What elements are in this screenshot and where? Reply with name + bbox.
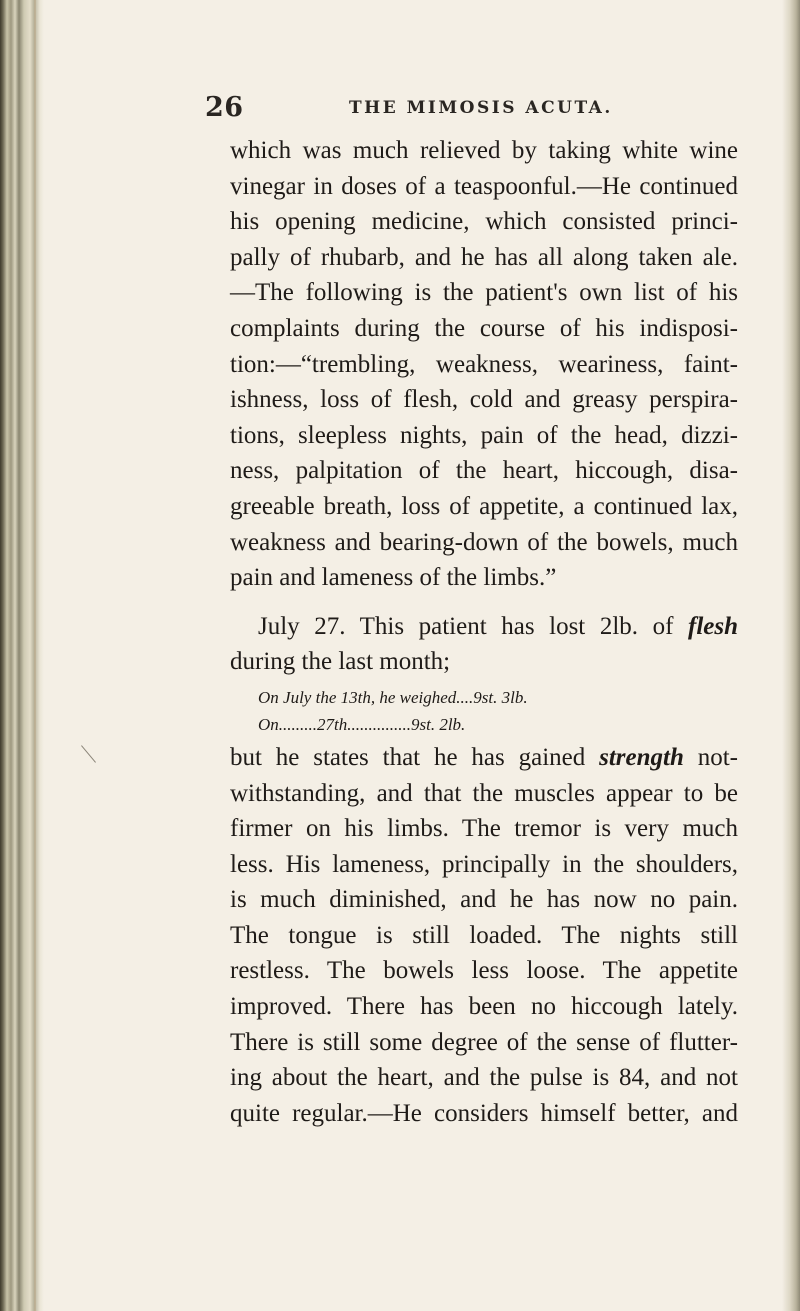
binding-crease [34, 0, 36, 1311]
emphasis-flesh: flesh [688, 612, 738, 640]
text-line: firmer on his limbs. The tremor is very much [230, 815, 738, 843]
stray-pencil-mark [81, 745, 96, 762]
weight-row: On.........27th...............9st. 2lb. [258, 714, 466, 734]
text-run: but he states that he has gained [230, 743, 600, 771]
text-line: is much diminished, and he has now no pain. [230, 886, 738, 914]
paragraph-1 [230, 133, 738, 596]
text-line: quite regular.—He considers himself better, and [230, 1099, 738, 1127]
text-line: restless. The bowels less loose. The appetite [230, 957, 738, 985]
running-title: THE MIMOSIS ACUTA. [349, 98, 613, 118]
text-line: vinegar in doses of a teaspoonful.—He continued [230, 172, 738, 200]
running-head [205, 92, 745, 126]
page-edge-shadow [782, 0, 800, 1311]
text-line: ing about the heart, and the pulse is 84, and not [230, 1064, 738, 1092]
text-line: ishness, loss of flesh, cold and greasy perspira- [230, 386, 738, 414]
text-line: tion:—“trembling, weakness, weariness, faint- [230, 350, 738, 378]
text-line: less. His lameness, principally in the shoulders, [230, 850, 738, 878]
text-line [230, 609, 738, 645]
text-line: which was much relieved by taking white wine [230, 137, 738, 164]
text-line: pally of rhubarb, and he has all along taken ale. [230, 243, 738, 271]
text-line: during the last month; [230, 648, 451, 676]
text-line: weakness and bearing-down of the bowels, much [230, 528, 738, 556]
text-line: There is still some degree of the sense of flutter- [230, 1028, 738, 1056]
weight-record [230, 684, 738, 738]
page-number: 26 [205, 92, 244, 123]
paragraph-3 [230, 740, 738, 1132]
text-line: withstanding, and that the muscles appear to be [230, 779, 738, 807]
text-run: not- [683, 743, 738, 771]
text-line: his opening medicine, which consisted princi- [230, 208, 738, 236]
text-line: ness, palpitation of the heart, hiccough, disa- [230, 457, 738, 485]
body-text [230, 133, 738, 1131]
text-line: The tongue is still loaded. The nights still [230, 921, 738, 949]
text-line: complaints during the course of his indisposi- [230, 314, 738, 342]
weight-row: On July the 13th, he weighed....9st. 3lb. [258, 687, 528, 707]
text-line: pain and lameness of the limbs.” [230, 564, 557, 592]
text-line: —The following is the patient's own list of his [230, 279, 738, 307]
text-line [230, 740, 738, 776]
text-run: July 27. This patient has lost 2lb. of [258, 612, 688, 640]
text-line: greeable breath, loss of appetite, a continued lax, [230, 492, 738, 520]
paragraph-2 [230, 609, 738, 680]
text-line: tions, sleepless nights, pain of the head, dizzi- [230, 421, 738, 449]
binding-gutter [0, 0, 44, 1311]
text-line: improved. There has been no hiccough lately. [230, 993, 738, 1021]
emphasis-strength: strength [599, 743, 684, 771]
